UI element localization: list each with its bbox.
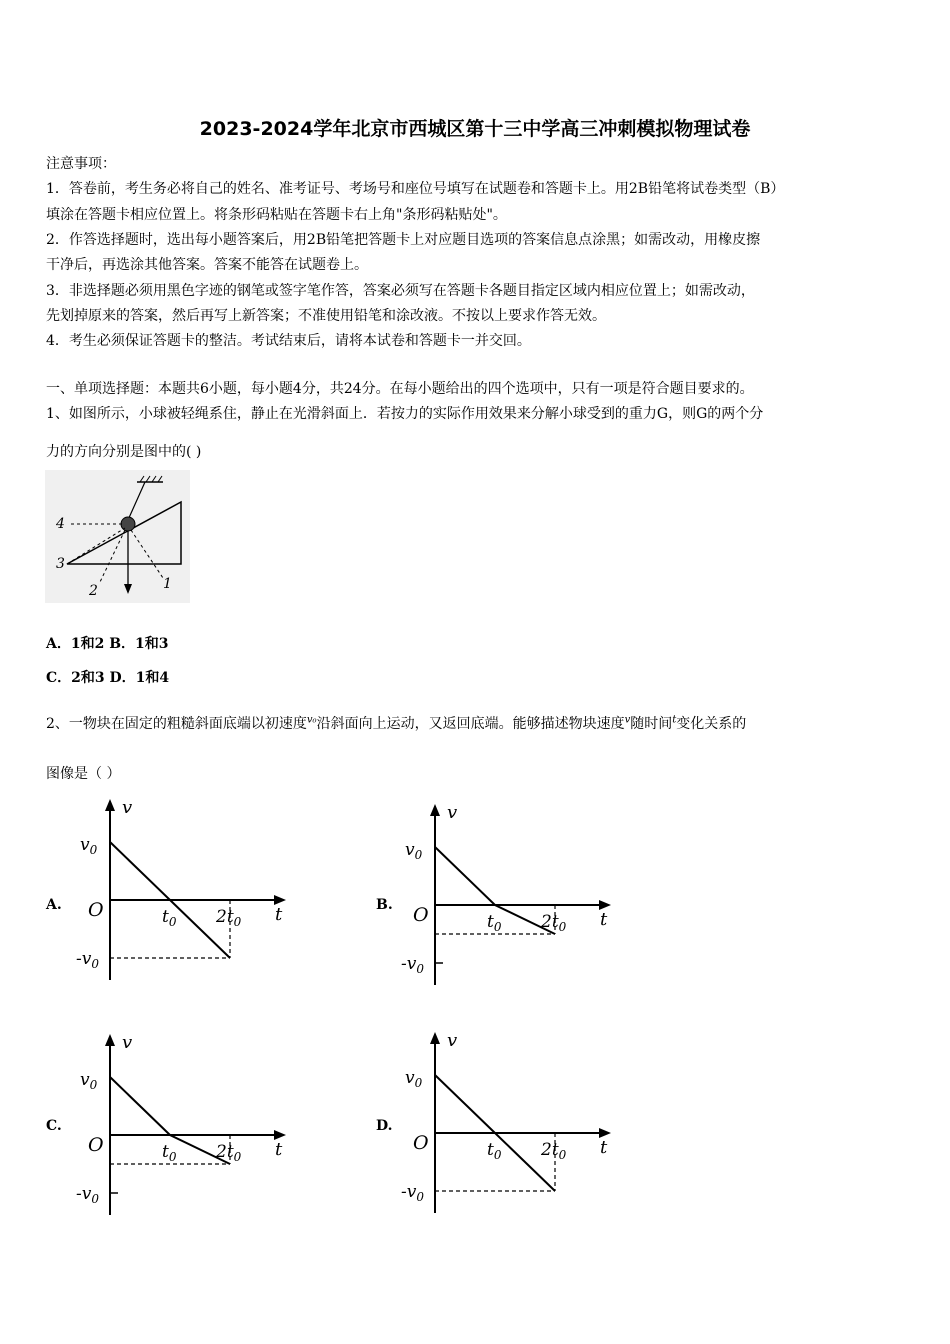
tick-label-t0: $t_0$ bbox=[162, 1142, 177, 1164]
y-axis-label: v bbox=[122, 797, 133, 818]
notice-line: 填涂在答题卡相应位置上。将条形码粘贴在答题卡右上角"条形码粘贴处"。 bbox=[46, 207, 507, 223]
notice-heading: 注意事项： bbox=[46, 156, 116, 172]
tick-label-neg-v0: $-v_0$ bbox=[76, 949, 99, 971]
incline-ball-figure bbox=[45, 470, 190, 603]
vt-graph-c bbox=[76, 1030, 295, 1220]
fig-label: 4 bbox=[56, 516, 65, 532]
tick-label-t0: $t_0$ bbox=[487, 1140, 502, 1162]
question-2-text: 图像是（ ） bbox=[46, 766, 121, 782]
tick-label-neg-v0: $-v_0$ bbox=[401, 1182, 424, 1204]
tick-label-v0: $v_0$ bbox=[405, 1068, 423, 1090]
tick-label-2t0: $2t_0$ bbox=[216, 1142, 242, 1164]
notice-line: 3．非选择题必须用黑色字迹的钢笔或签字笔作答，答案必须写在答题卡各题目指定区域内相应位置上；如需改动， bbox=[46, 283, 755, 299]
origin-label: O bbox=[413, 904, 429, 926]
tick-label-2t0: $2t_0$ bbox=[541, 912, 567, 934]
vt-graph-a bbox=[76, 795, 295, 985]
y-axis-label: v bbox=[447, 1030, 458, 1051]
tick-label-neg-v0: $-v_0$ bbox=[76, 1184, 99, 1206]
option-label-c: C. bbox=[46, 1118, 62, 1134]
origin-label: O bbox=[88, 1134, 104, 1156]
y-axis-label: v bbox=[122, 1032, 133, 1053]
notice-line: 1．答卷前，考生务必将自己的姓名、准考证号、考场号和座位号填写在试题卷和答题卡上。用2B铅笔将试卷类型（B） bbox=[46, 181, 785, 197]
option-label-d: D. bbox=[376, 1118, 393, 1134]
question-1-text: 力的方向分别是图中的( ) bbox=[46, 444, 202, 460]
notice-line: 2．作答选择题时，选出每小题答案后，用2B铅笔把答题卡上对应题目选项的答案信息点涂黑；如需改动，用橡皮擦 bbox=[46, 232, 761, 248]
option-label-b: B. bbox=[376, 897, 393, 913]
question-2-text: 2、一物块在固定的粗糙斜面底端以初速度$^{v_0}$沿斜面向上运动，又返回底端。能够描述物块速度$^v$随时间$^t$变化关系的 bbox=[46, 714, 747, 732]
section-heading: 一、单项选择题：本题共6小题，每小题4分，共24分。在每小题给出的四个选项中，只有一项是符合题目要求的。 bbox=[46, 381, 754, 397]
tick-label-t0: $t_0$ bbox=[162, 907, 177, 929]
question-1-options: C．2和3 D．1和4 bbox=[46, 670, 170, 686]
tick-label-t0: $t_0$ bbox=[487, 912, 502, 934]
notice-line: 4．考生必须保证答题卡的整洁。考试结束后，请将本试卷和答题卡一并交回。 bbox=[46, 333, 531, 349]
question-1-options: A．1和2 B．1和3 bbox=[46, 636, 169, 652]
y-axis-label: v bbox=[447, 802, 458, 823]
fig-label: 1 bbox=[163, 576, 172, 592]
v0-symbol: v₀ bbox=[306, 714, 317, 726]
tick-label-2t0: $2t_0$ bbox=[541, 1140, 567, 1162]
tick-label-v0: $v_0$ bbox=[405, 840, 423, 862]
fig-label: 2 bbox=[89, 583, 98, 599]
x-axis-label: t bbox=[600, 1137, 608, 1158]
notice-line: 先划掉原来的答案，然后再写上新答案；不准使用铅笔和涂改液。不按以上要求作答无效。 bbox=[46, 308, 606, 324]
x-axis-label: t bbox=[275, 904, 283, 925]
tick-label-neg-v0: $-v_0$ bbox=[401, 954, 424, 976]
y-axis-arrow bbox=[105, 1034, 115, 1046]
tick-label-v0: $v_0$ bbox=[80, 835, 98, 857]
option-label-a: A. bbox=[46, 897, 62, 913]
y-axis-arrow bbox=[105, 799, 115, 811]
tick-label-2t0: $2t_0$ bbox=[216, 907, 242, 929]
tick-label-v0: $v_0$ bbox=[80, 1070, 98, 1092]
v-symbol: v bbox=[624, 714, 631, 726]
x-axis-label: t bbox=[600, 909, 608, 930]
y-axis-arrow bbox=[430, 804, 440, 816]
t-symbol: t bbox=[672, 714, 677, 726]
vt-graph-d bbox=[401, 1028, 620, 1218]
y-axis-arrow bbox=[430, 1032, 440, 1044]
notice-line: 干净后，再选涂其他答案。答案不能答在试题卷上。 bbox=[46, 257, 368, 273]
vt-graph-b bbox=[401, 800, 620, 990]
page-title: 2023-2024学年北京市西城区第十三中学高三冲刺模拟物理试卷 bbox=[199, 118, 751, 140]
fig-label: 3 bbox=[56, 556, 65, 572]
origin-label: O bbox=[413, 1132, 429, 1154]
question-1-text: 1、如图所示，小球被轻绳系住，静止在光滑斜面上．若按力的实际作用效果来分解小球受到的重力G，则G的两个分 bbox=[46, 406, 764, 422]
origin-label: O bbox=[88, 899, 104, 921]
x-axis-label: t bbox=[275, 1139, 283, 1160]
